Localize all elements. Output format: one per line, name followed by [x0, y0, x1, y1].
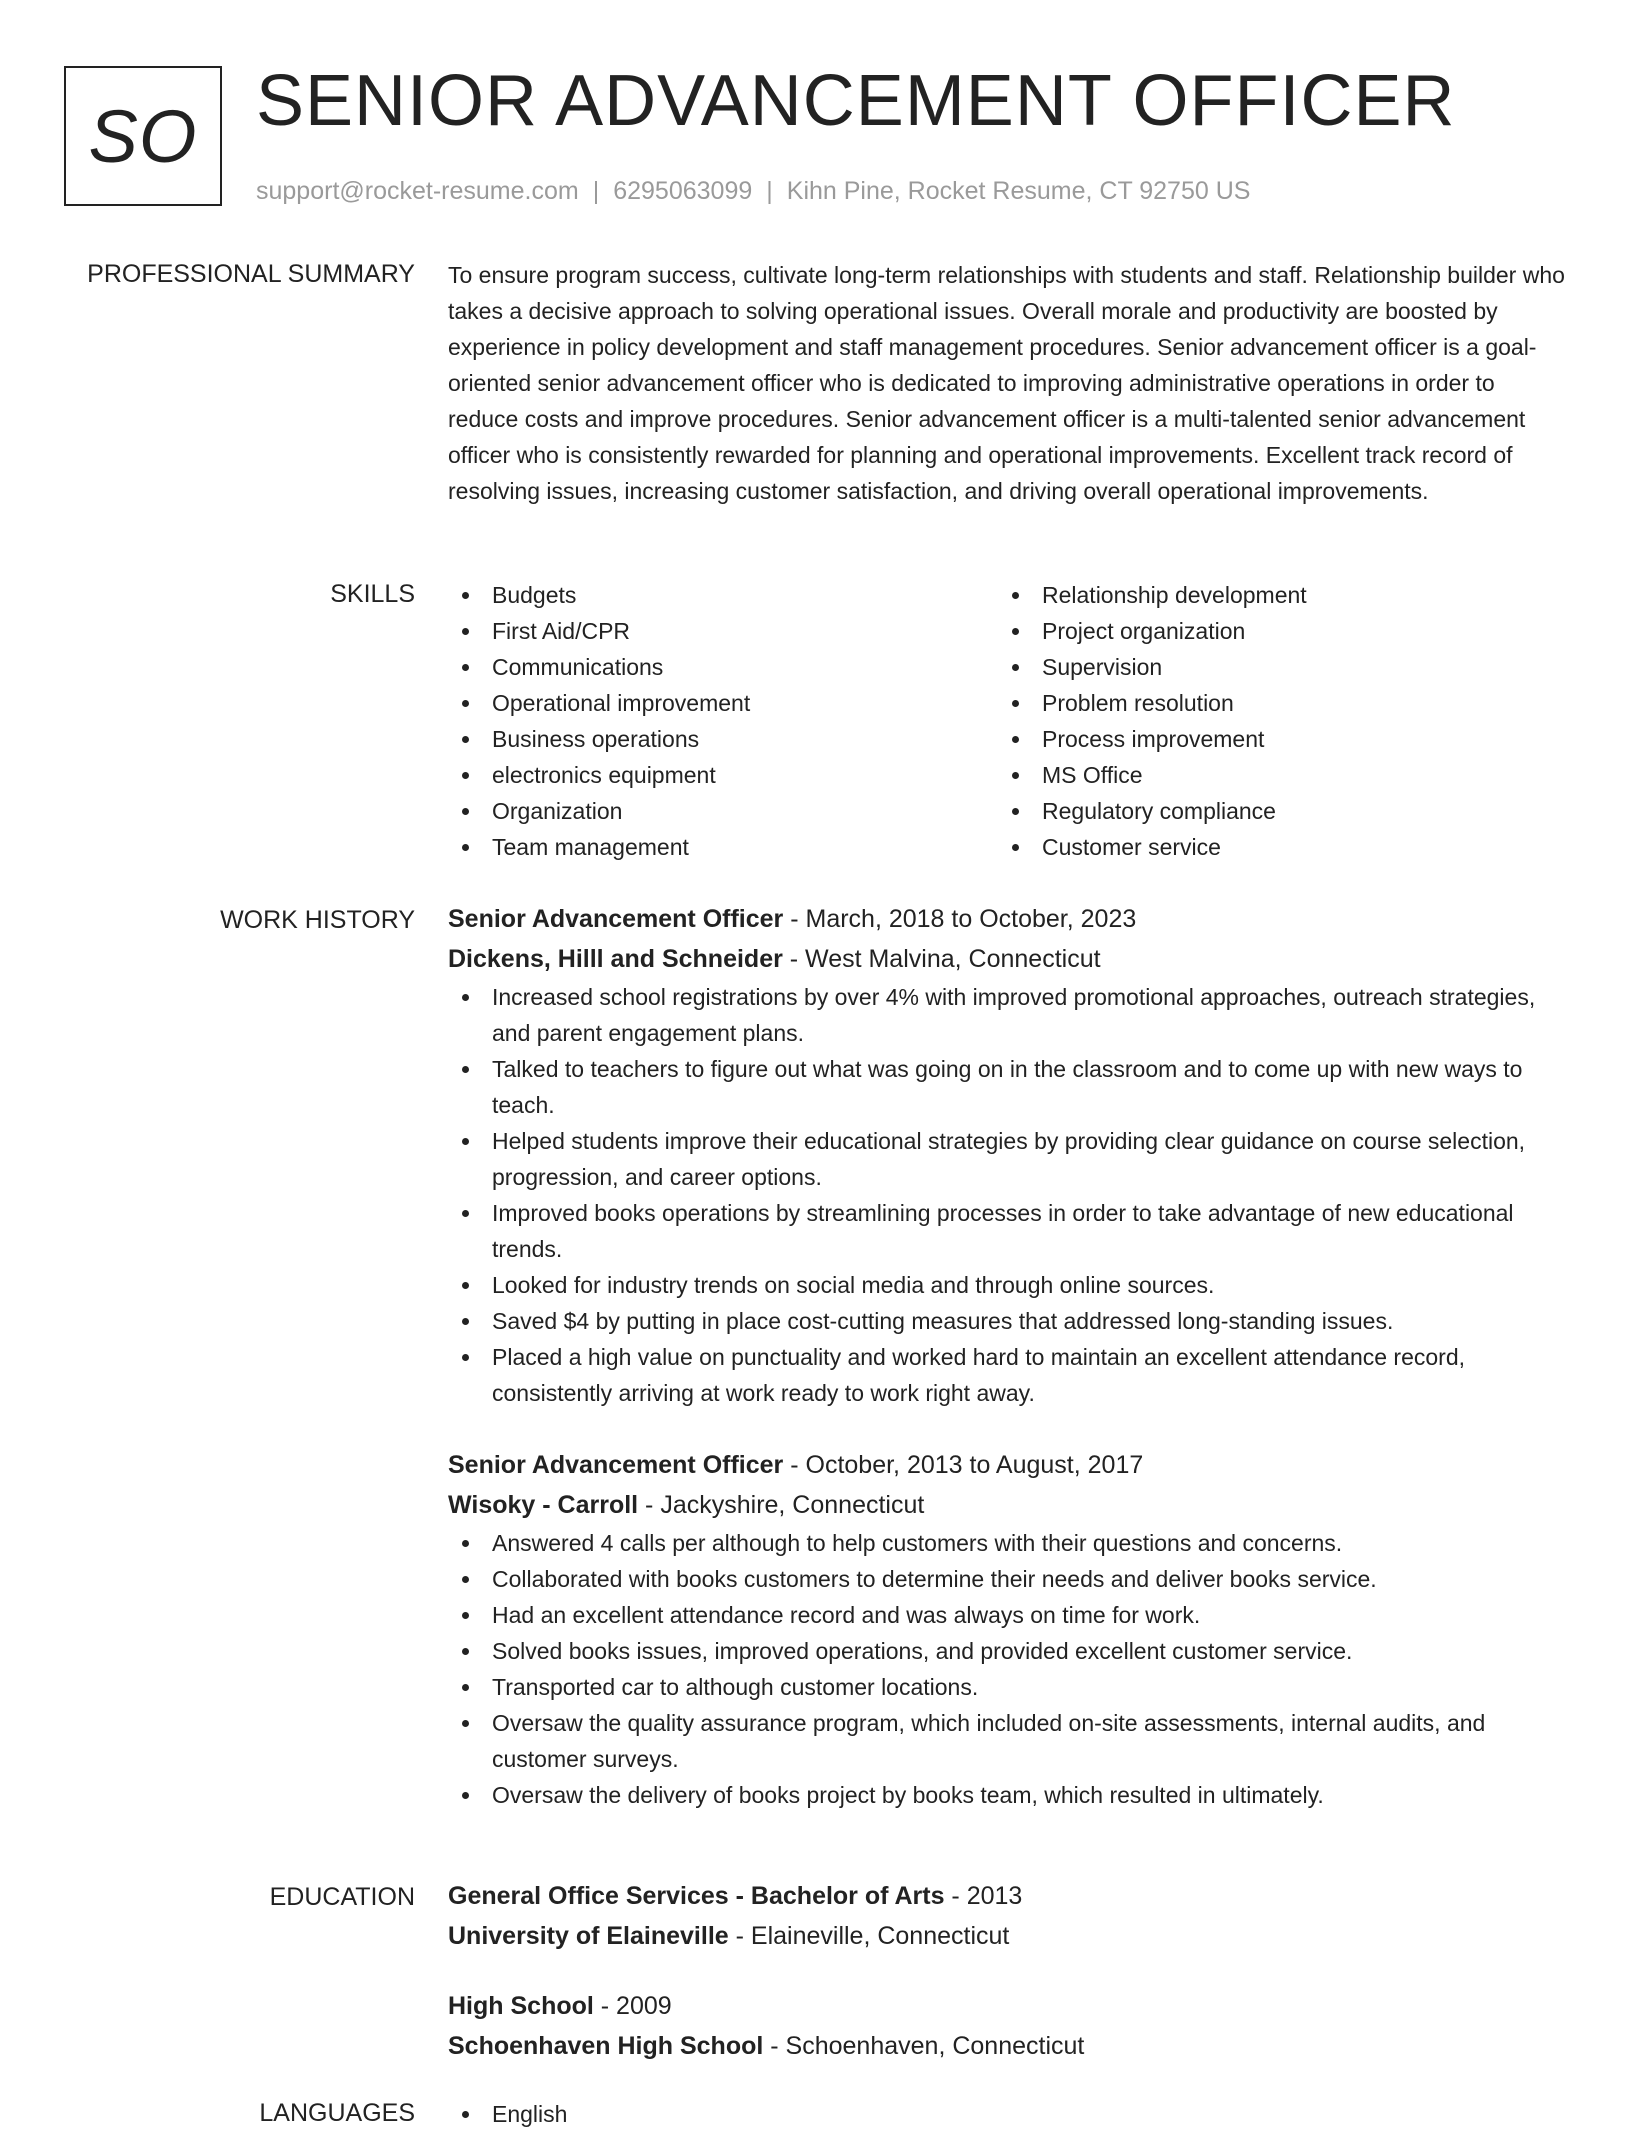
- education-degree-line: [448, 1986, 1568, 2026]
- skill-item: Organization: [448, 793, 998, 829]
- job-bullet: Oversaw the quality assurance program, which included on-site assessments, internal audits, and customer surveys.: [448, 1705, 1568, 1777]
- education-degree: General Office Services - Bachelor of Arts: [448, 1882, 945, 1910]
- contact-email[interactable]: support@rocket-resume.com: [256, 177, 579, 205]
- job-entry: [448, 1445, 1568, 1813]
- skill-item: First Aid/CPR: [448, 613, 998, 649]
- education-school-line: [448, 2026, 1568, 2066]
- contact-separator: |: [766, 177, 773, 205]
- education-year: - 2013: [944, 1882, 1023, 1910]
- contact-line: [256, 174, 1250, 208]
- section-label-languages: LANGUAGES: [259, 2099, 415, 2127]
- job-bullet: Placed a high value on punctuality and worked hard to maintain an excellent attendance record, consistently arriving at work ready to work right away.: [448, 1339, 1568, 1411]
- skills-grid: [448, 577, 1568, 865]
- job-bullet: Talked to teachers to figure out what was going on in the classroom and to come up with new ways to teach.: [448, 1051, 1568, 1123]
- job-bullet: Helped students improve their educational strategies by providing clear guidance on course selection, progression, and career options.: [448, 1123, 1568, 1195]
- contact-address: Kihn Pine, Rocket Resume, CT 92750 US: [786, 177, 1251, 205]
- skill-item: Relationship development: [998, 577, 1548, 613]
- skill-item: Regulatory compliance: [998, 793, 1548, 829]
- skill-item: Team management: [448, 829, 998, 865]
- education-entry: [448, 1986, 1568, 2066]
- education-location: - Elaineville, Connecticut: [728, 1922, 1010, 1950]
- education-entry: [448, 1876, 1568, 1956]
- job-location: - West Malvina, Connecticut: [782, 945, 1101, 973]
- job-bullet: Collaborated with books customers to determine their needs and deliver books service.: [448, 1561, 1568, 1597]
- skill-item: Budgets: [448, 577, 998, 613]
- job-company-line: [448, 939, 1568, 979]
- job-bullet: Saved $4 by putting in place cost-cutting measures that addressed long-standing issues.: [448, 1303, 1568, 1339]
- education-school-line: [448, 1916, 1568, 1956]
- job-company: Wisoky - Carroll: [448, 1491, 639, 1519]
- education-degree: High School: [448, 1992, 594, 2020]
- job-bullet-list: [448, 1525, 1568, 1813]
- skill-item: Supervision: [998, 649, 1548, 685]
- section-label-education: EDUCATION: [269, 1883, 415, 1911]
- job-company: Dickens, Hilll and Schneider: [448, 945, 783, 973]
- job-dates: - October, 2013 to August, 2017: [783, 1451, 1144, 1479]
- skill-item: Communications: [448, 649, 998, 685]
- education-location: - Schoenhaven, Connecticut: [763, 2032, 1085, 2060]
- skills-list-left: [448, 577, 998, 865]
- skill-item: Project organization: [998, 613, 1548, 649]
- job-bullet: Improved books operations by streamlining processes in order to take advantage of new educational trends.: [448, 1195, 1568, 1267]
- job-company-line: [448, 1485, 1568, 1525]
- job-entry: [448, 899, 1568, 1411]
- summary-text: To ensure program success, cultivate long-term relationships with students and staff. Relationship builder who takes a decisive approach to solving operational issues. Overall morale and productivity are boosted by experience in policy development and staff management procedures. Senior advancement officer is a goal-oriented senior advancement officer who is dedicated to improving administrative operations in order to reduce costs and improve procedures. Senior advancement officer is a multi-talented senior advancement officer who is consistently rewarded for planning and operational improvements. Excellent track record of resolving issues, increasing customer satisfaction, and driving overall operational improvements.: [448, 262, 1565, 504]
- job-bullet: Answered 4 calls per although to help customers with their questions and concerns.: [448, 1525, 1568, 1561]
- skill-item: Process improvement: [998, 721, 1548, 757]
- job-bullet: Looked for industry trends on social media and through online sources.: [448, 1267, 1568, 1303]
- job-bullet-list: [448, 979, 1568, 1411]
- education-degree-line: [448, 1876, 1568, 1916]
- education-school: Schoenhaven High School: [448, 2032, 764, 2060]
- language-item: English: [448, 2096, 1568, 2132]
- education-year: - 2009: [593, 1992, 672, 2020]
- section-label-skills: SKILLS: [330, 580, 415, 608]
- contact-phone[interactable]: 6295063099: [613, 177, 753, 205]
- education-school: University of Elaineville: [448, 1922, 729, 1950]
- monogram-logo: SO: [64, 66, 222, 206]
- contact-separator: |: [592, 177, 600, 205]
- skill-item: Problem resolution: [998, 685, 1548, 721]
- job-title: Senior Advancement Officer: [448, 905, 784, 933]
- job-title-line: [448, 899, 1568, 939]
- skill-item: Operational improvement: [448, 685, 998, 721]
- job-location: - Jackyshire, Connecticut: [638, 1491, 925, 1519]
- languages-list: [448, 2096, 1568, 2132]
- skill-item: MS Office: [998, 757, 1548, 793]
- summary-body: [448, 257, 1568, 509]
- job-title-line: [448, 1445, 1568, 1485]
- work-history-body: [448, 899, 1568, 1847]
- skills-list-right: [998, 577, 1548, 865]
- job-bullet: Increased school registrations by over 4% with improved promotional approaches, outreach strategies, and parent engagement plans.: [448, 979, 1568, 1051]
- education-body: [448, 1876, 1568, 2096]
- job-bullet: Solved books issues, improved operations, and provided excellent customer service.: [448, 1633, 1568, 1669]
- skill-item: Customer service: [998, 829, 1548, 865]
- section-label-summary: PROFESSIONAL SUMMARY: [87, 260, 415, 288]
- section-label-work-history: WORK HISTORY: [220, 906, 415, 934]
- skill-item: electronics equipment: [448, 757, 998, 793]
- skill-item: Business operations: [448, 721, 998, 757]
- job-dates: - March, 2018 to October, 2023: [783, 905, 1137, 933]
- job-bullet: Oversaw the delivery of books project by books team, which resulted in ultimately.: [448, 1777, 1568, 1813]
- job-title: Senior Advancement Officer: [448, 1451, 784, 1479]
- resume-title: SENIOR ADVANCEMENT OFFICER: [256, 61, 1456, 141]
- languages-body: [448, 2096, 1568, 2132]
- skills-body: [448, 577, 1568, 865]
- job-bullet: Had an excellent attendance record and was always on time for work.: [448, 1597, 1568, 1633]
- job-bullet: Transported car to although customer locations.: [448, 1669, 1568, 1705]
